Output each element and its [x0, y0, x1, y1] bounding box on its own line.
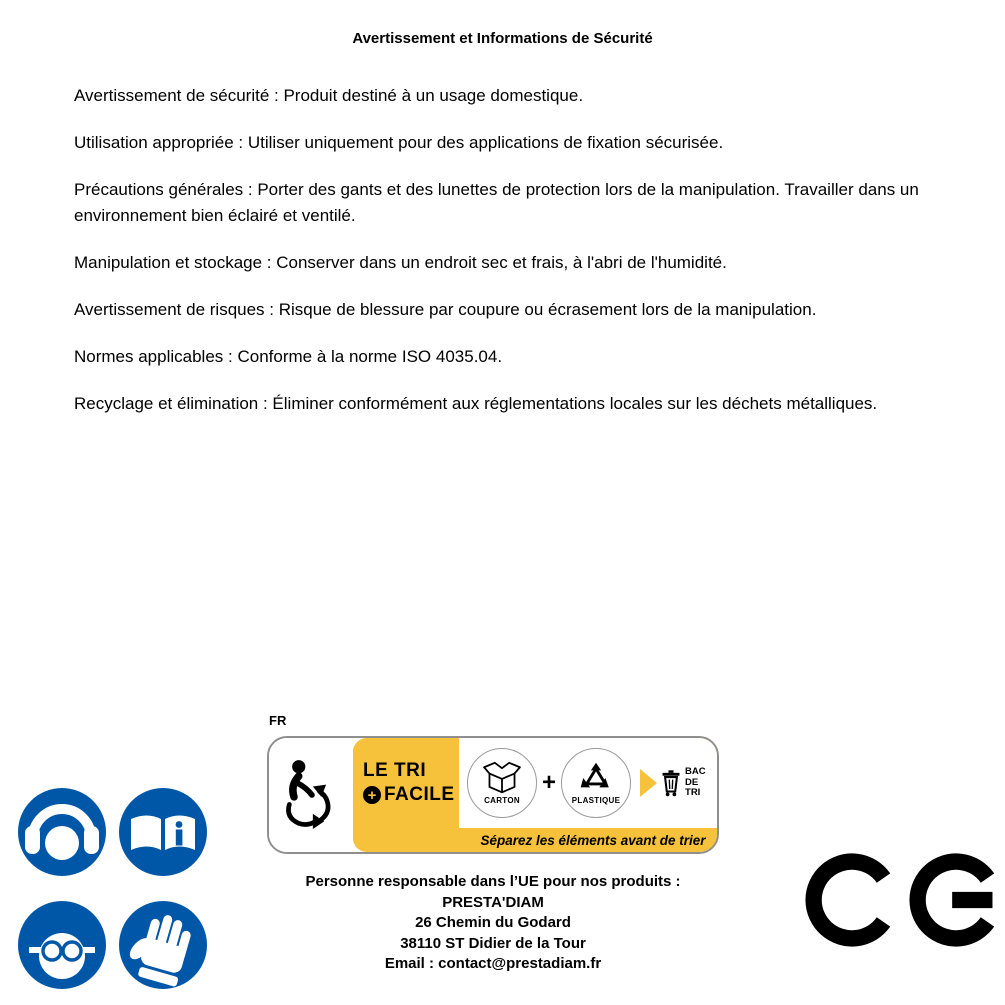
responsible-person-block — [242, 872, 744, 975]
bac-de-tri-pennant — [640, 767, 706, 798]
company-name: PRESTA'DIAM — [442, 893, 544, 911]
facile-text: FACILE — [384, 784, 455, 805]
triman-icon — [269, 738, 353, 852]
infotri-yellow-zone — [353, 738, 717, 852]
paragraph-appropriate-use: Utilisation appropriée : Utiliser uniquement pour des applications de fixation sécurisée. — [74, 133, 724, 152]
address-line-1: 26 Chemin du Godard — [415, 914, 571, 931]
carton-icon — [481, 761, 523, 795]
country-code-label: FR — [269, 713, 287, 728]
plus-badge-icon: + — [363, 786, 381, 804]
plastique-recycle-icon — [579, 761, 613, 795]
wear-gloves-icon — [117, 899, 209, 991]
infotri-instruction-strip — [353, 828, 717, 852]
plastique-label: PLASTIQUE — [571, 796, 621, 805]
address-line-2: 38110 ST Didier de la Tour — [400, 934, 586, 952]
plastique-material — [561, 748, 631, 818]
materials-panel — [459, 738, 717, 828]
infotri-top-row — [353, 738, 717, 828]
letri-facile-block — [353, 738, 459, 828]
paragraph-safety-warning: Avertissement de sécurité : Produit destiné à un usage domestique. — [74, 86, 584, 105]
carton-material — [467, 748, 537, 818]
ce-letter-c — [804, 852, 900, 948]
carton-label: CARTON — [484, 796, 520, 805]
wear-eye-protection-icon — [16, 899, 108, 991]
infotri-sorting-label — [267, 736, 719, 854]
wear-ear-protection-icon — [16, 786, 108, 878]
paragraph-risk-warning: Avertissement de risques : Risque de blessure par coupure ou écrasement lors de la manipulation. — [74, 300, 817, 319]
paragraph-handling-storage: Manipulation et stockage : Conserver dans un endroit sec et frais, à l'abri de l'humidité. — [74, 253, 727, 272]
page-title: Avertissement et Informations de Sécurité — [352, 30, 653, 47]
ce-mark-icon — [804, 852, 1004, 948]
separation-instruction: Séparez les éléments avant de trier — [480, 832, 706, 848]
trash-bin-icon — [660, 769, 682, 797]
paragraph-standards: Normes applicables : Conforme à la norme ISO 4035.04. — [74, 347, 503, 366]
read-instructions-icon — [117, 786, 209, 878]
mandatory-pictograms — [16, 786, 209, 991]
ce-letter-e — [908, 852, 1004, 948]
bac-de-tri-text: BAC DE TRI — [685, 766, 706, 799]
pennant-triangle-icon — [640, 769, 657, 797]
paragraph-recycling: Recyclage et élimination : Éliminer conformément aux réglementations locales sur les déchets métalliques. — [74, 394, 878, 413]
letri-text: LE TRI — [363, 760, 427, 781]
plus-separator: + — [542, 769, 557, 796]
email-line: Email : contact@prestadiam.fr — [384, 955, 602, 972]
safety-paragraphs — [74, 83, 956, 438]
paragraph-general-precautions: Précautions générales : Porter des gants et des lunettes de protection lors de la manipulation. Travailler dans un environnement bien éclairé et ventilé. — [74, 180, 919, 225]
responsible-intro: Personne responsable dans l’UE pour nos produits : — [305, 873, 681, 890]
